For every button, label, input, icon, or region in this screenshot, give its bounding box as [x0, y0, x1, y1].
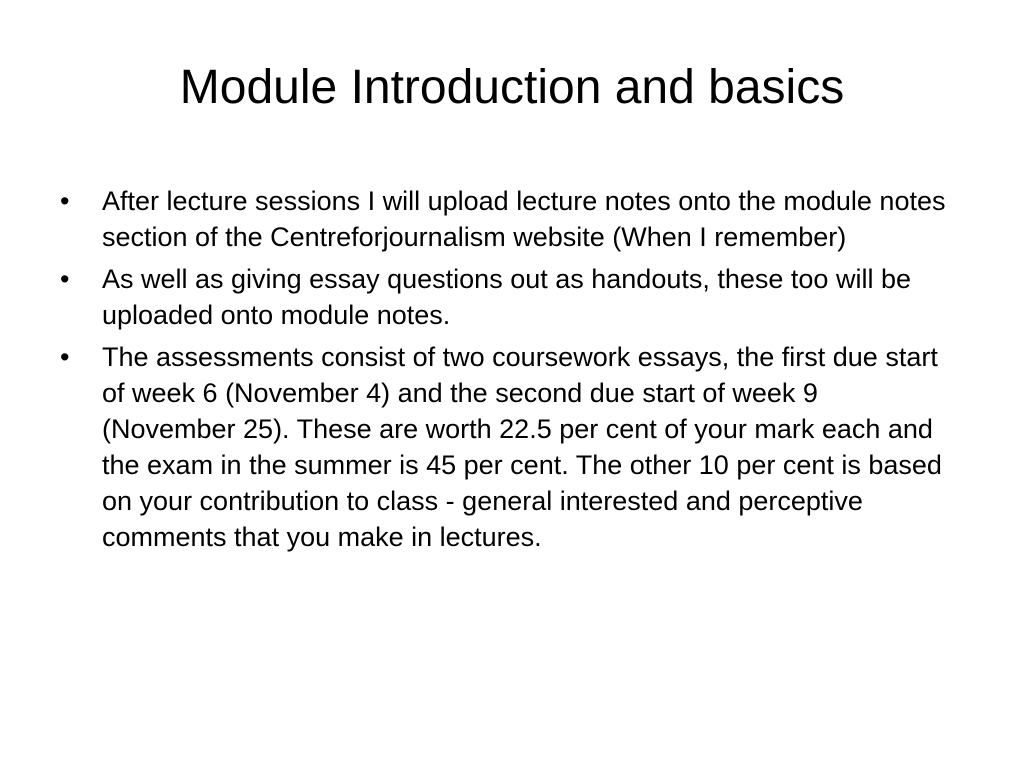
- bullet-icon: •: [60, 186, 70, 216]
- bullet-icon: •: [60, 342, 70, 372]
- bullet-item: [58, 339, 958, 555]
- bullet-text: After lecture sessions I will upload lecture notes onto the module notes section of the Centreforjournalism website (When I remember): [102, 186, 946, 252]
- bullet-item: [58, 261, 958, 333]
- bullet-text: As well as giving essay questions out as handouts, these too will be uploaded onto module notes.: [102, 264, 911, 330]
- bullet-text: The assessments consist of two coursework essays, the first due start of week 6 (November 4) and the second due start of week 9 (November 25). These are worth 22.5 per cent of your mark each and the exam in the summer is 45 per cent. The other 10 per cent is based on your contribution to class - general interested and perceptive comments that you make in lectures.: [102, 342, 942, 552]
- bullet-item: [58, 183, 958, 255]
- bullet-list: [58, 183, 958, 561]
- slide-title: Module Introduction and basics: [179, 61, 845, 114]
- bullet-icon: •: [60, 264, 70, 294]
